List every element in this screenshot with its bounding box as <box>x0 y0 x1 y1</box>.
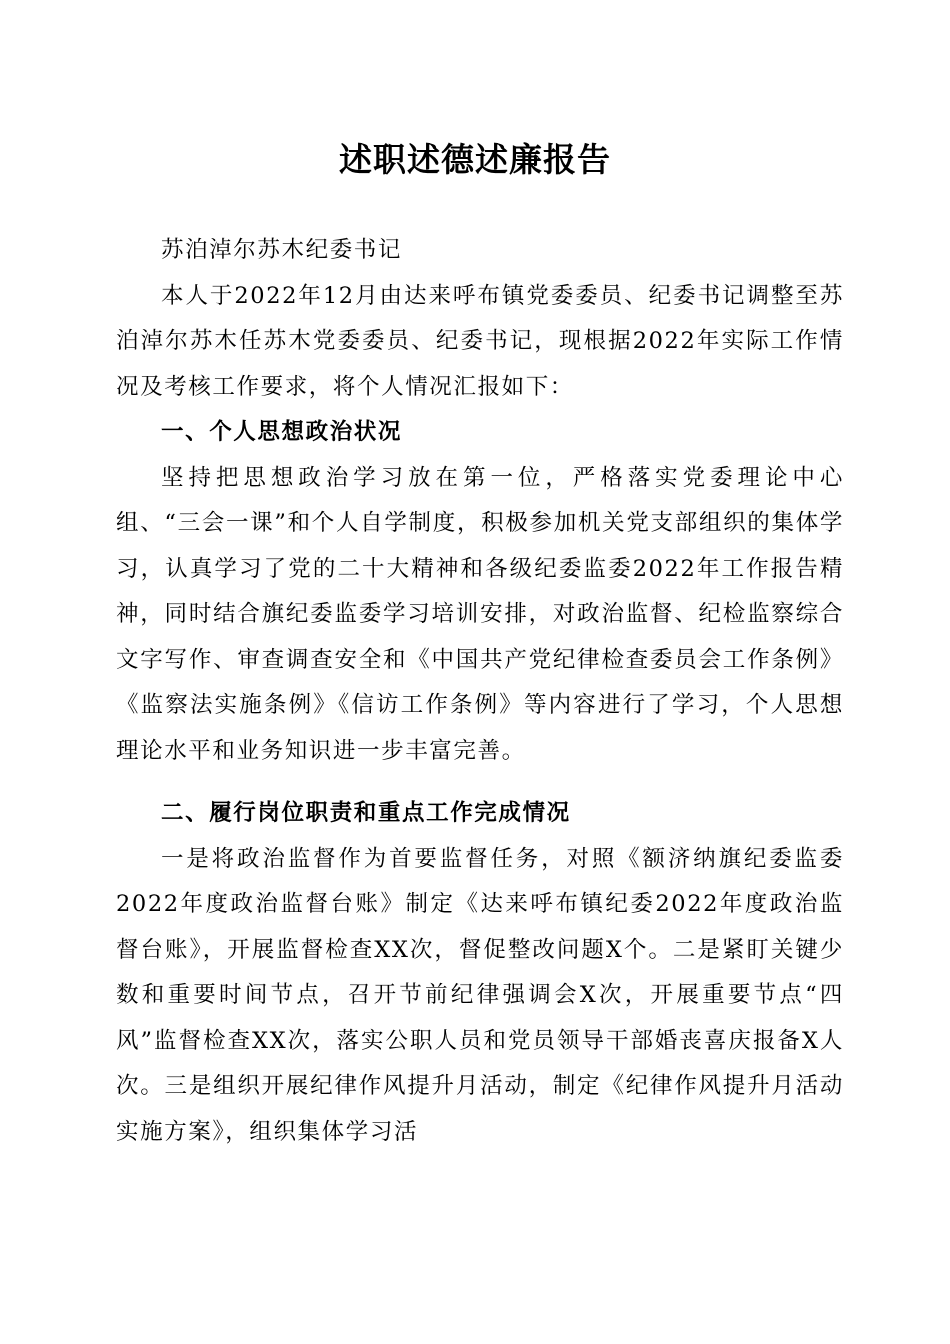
section-heading-2: 二、履行岗位职责和重点工作完成情况 <box>161 800 571 826</box>
document-body <box>116 228 844 1155</box>
byline: 苏泊淖尔苏木纪委书记 <box>161 237 403 263</box>
intro-paragraph: 本人于2022年12月由达来呼布镇党委委员、纪委书记调整至苏泊淖尔苏木任苏木党委委员、纪委书记，现根据2022年实际工作情况及考核工作要求，将个人情况汇报如下： <box>116 282 844 400</box>
section-heading-1: 一、个人思想政治状况 <box>161 419 403 445</box>
section-spacer <box>116 774 844 791</box>
section-paragraph-2: 一是将政治监督作为首要监督任务，对照《额济纳旗纪委监委2022年度政治监督台账》制定《达来呼布镇纪委2022年度政治监督台账》，开展监督检查XX次，督促整改问题X个。二是紧盯关键少数和重要时间节点，召开节前纪律强调会X次，开展重要节点“四风”监督检查XX次，落实公职人员和党员领导干部婚丧喜庆报备X人次。三是组织开展纪律作风提升月活动，制定《纪律作风提升月活动实施方案》，组织集体学习活 <box>116 845 844 1145</box>
section-paragraph-1: 坚持把思想政治学习放在第一位，严格落实党委理论中心组、“三会一课”和个人自学制度，积极参加机关党支部组织的集体学习，认真学习了党的二十大精神和各级纪委监委2022年工作报告精神，同时结合旗纪委监委学习培训安排，对政治监督、纪检监察综合文字写作、审查调查安全和《中国共产党纪律检查委员会工作条例》《监察法实施条例》《信访工作条例》等内容进行了学习，个人思想理论水平和业务知识进一步丰富完善。 <box>116 464 844 764</box>
document-title: 述职述德述廉报告 <box>339 140 611 179</box>
